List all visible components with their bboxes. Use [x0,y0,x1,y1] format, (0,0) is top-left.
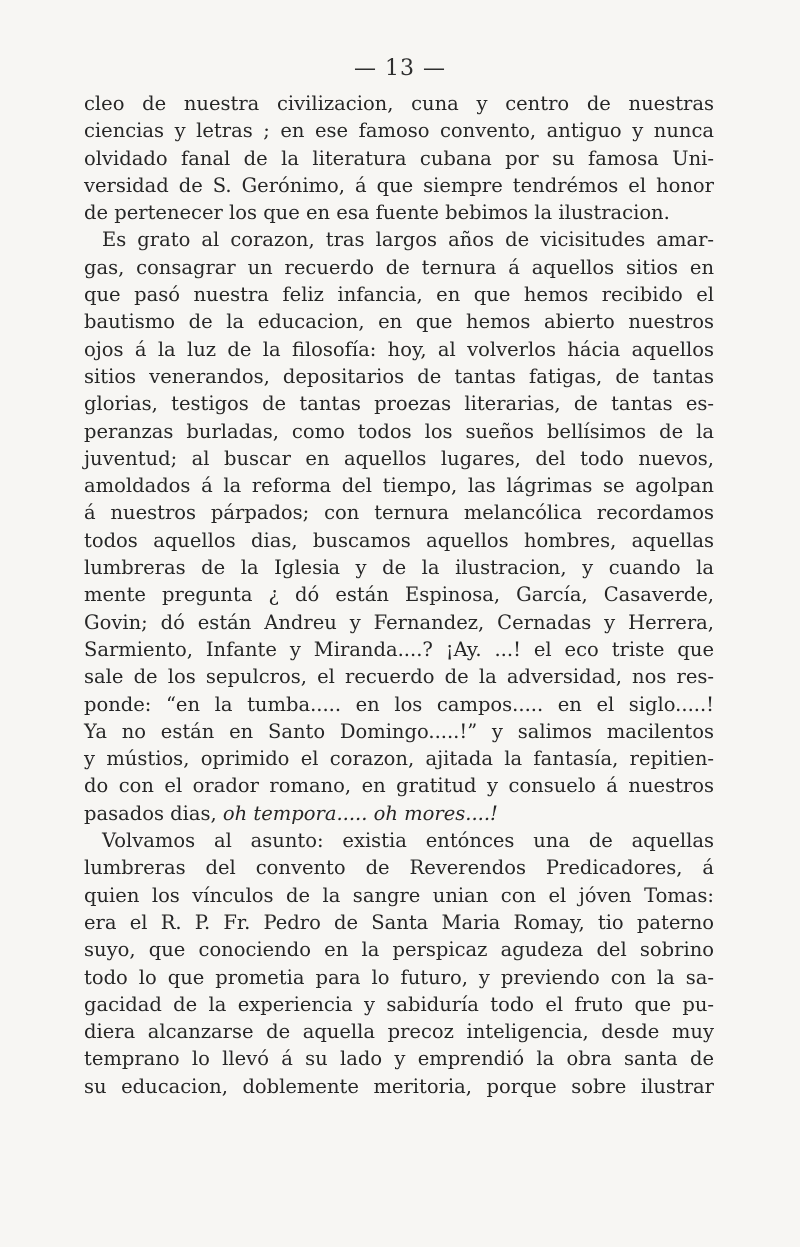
text-line: mente pregunta ¿ dó están Espinosa, García, Casaverde, [84,583,714,607]
body-text [84,90,714,1100]
text-line: Volvamos al asunto: existia entónces una de aquellas [102,829,714,853]
text-line-with-latin-quote [84,800,714,827]
text-line: ciencias y letras ; en ese famoso convento, antiguo y nunca [84,119,714,143]
page-number: — 13 — [354,56,446,81]
text-line: ponde: “en la tumba..... en los campos..... en el siglo.....! [84,692,714,716]
text-line: amoldados á la reforma del tiempo, las lágrimas se agolpan [84,474,714,498]
text-line: gas, consagrar un recuerdo de ternura á aquellos sitios en [84,255,714,279]
text-line: á nuestros párpados; con ternura melancólica recordamos [84,501,714,525]
text-line: juventud; al buscar en aquellos lugares, del todo nuevos, [84,446,714,470]
text-line: do con el orador romano, en gratitud y consuelo á nuestros [84,774,714,798]
latin-quote-mores: oh mores....! [373,801,498,825]
latin-quote-tempora: oh tempora..... [222,801,368,825]
text-segment: pasados dias, [84,801,223,825]
text-line: lumbreras de la Iglesia y de la ilustracion, y cuando la [84,556,714,580]
text-line: versidad de S. Gerónimo, á que siempre tendrémos el honor [84,173,714,197]
text-line: glorias, testigos de tantas proezas literarias, de tantas es- [84,392,714,416]
text-line: Es grato al corazon, tras largos años de vicisitudes amar- [102,228,714,252]
text-line: era el R. P. Fr. Pedro de Santa Maria Romay, tio paterno [84,910,714,934]
text-line: todos aquellos dias, buscamos aquellos hombres, aquellas [84,528,714,552]
text-line: Govin; dó están Andreu y Fernandez, Cernadas y Herrera, [84,610,714,634]
text-line: olvidado fanal de la literatura cubana por su famosa Uni- [84,146,714,170]
text-line: Sarmiento, Infante y Miranda....? ¡Ay. ...! el eco triste que [84,637,714,661]
text-line: diera alcanzarse de aquella precoz inteligencia, desde muy [84,1020,714,1044]
text-line: quien los vínculos de la sangre unian con el jóven Tomas: [84,883,714,907]
text-line: peranzas burladas, como todos los sueños bellísimos de la [84,419,714,443]
text-line: todo lo que prometia para lo futuro, y previendo con la sa- [84,965,714,989]
text-line: que pasó nuestra feliz infancia, en que hemos recibido el [84,283,714,307]
text-line: sale de los sepulcros, el recuerdo de la adversidad, nos res- [84,665,714,689]
text-line: gacidad de la experiencia y sabiduría todo el fruto que pu- [84,992,714,1016]
text-line: cleo de nuestra civilizacion, cuna y centro de nuestras [84,92,714,115]
text-line: lumbreras del convento de Reverendos Predicadores, á [84,856,714,880]
text-line: ojos á la luz de la filosofía: hoy, al volverlos hácia aquellos [84,337,714,361]
text-line: Ya no están en Santo Domingo.....!” y salimos macilentos [84,719,714,743]
text-line: y mústios, oprimido el corazon, ajitada la fantasía, repitien- [84,747,714,771]
text-line: su educacion, doblemente meritoria, porque sobre ilustrar [84,1074,714,1098]
text-line: suyo, que conociendo en la perspicaz agudeza del sobrino [84,938,714,962]
text-line: temprano lo llevó á su lado y emprendió la obra santa de [84,1047,714,1071]
text-line: de pertenecer los que en esa fuente bebimos la ilustracion. [84,201,670,225]
text-line: bautismo de la educacion, en que hemos abierto nuestros [84,310,714,334]
text-line: sitios venerandos, depositarios de tantas fatigas, de tantas [84,364,714,388]
